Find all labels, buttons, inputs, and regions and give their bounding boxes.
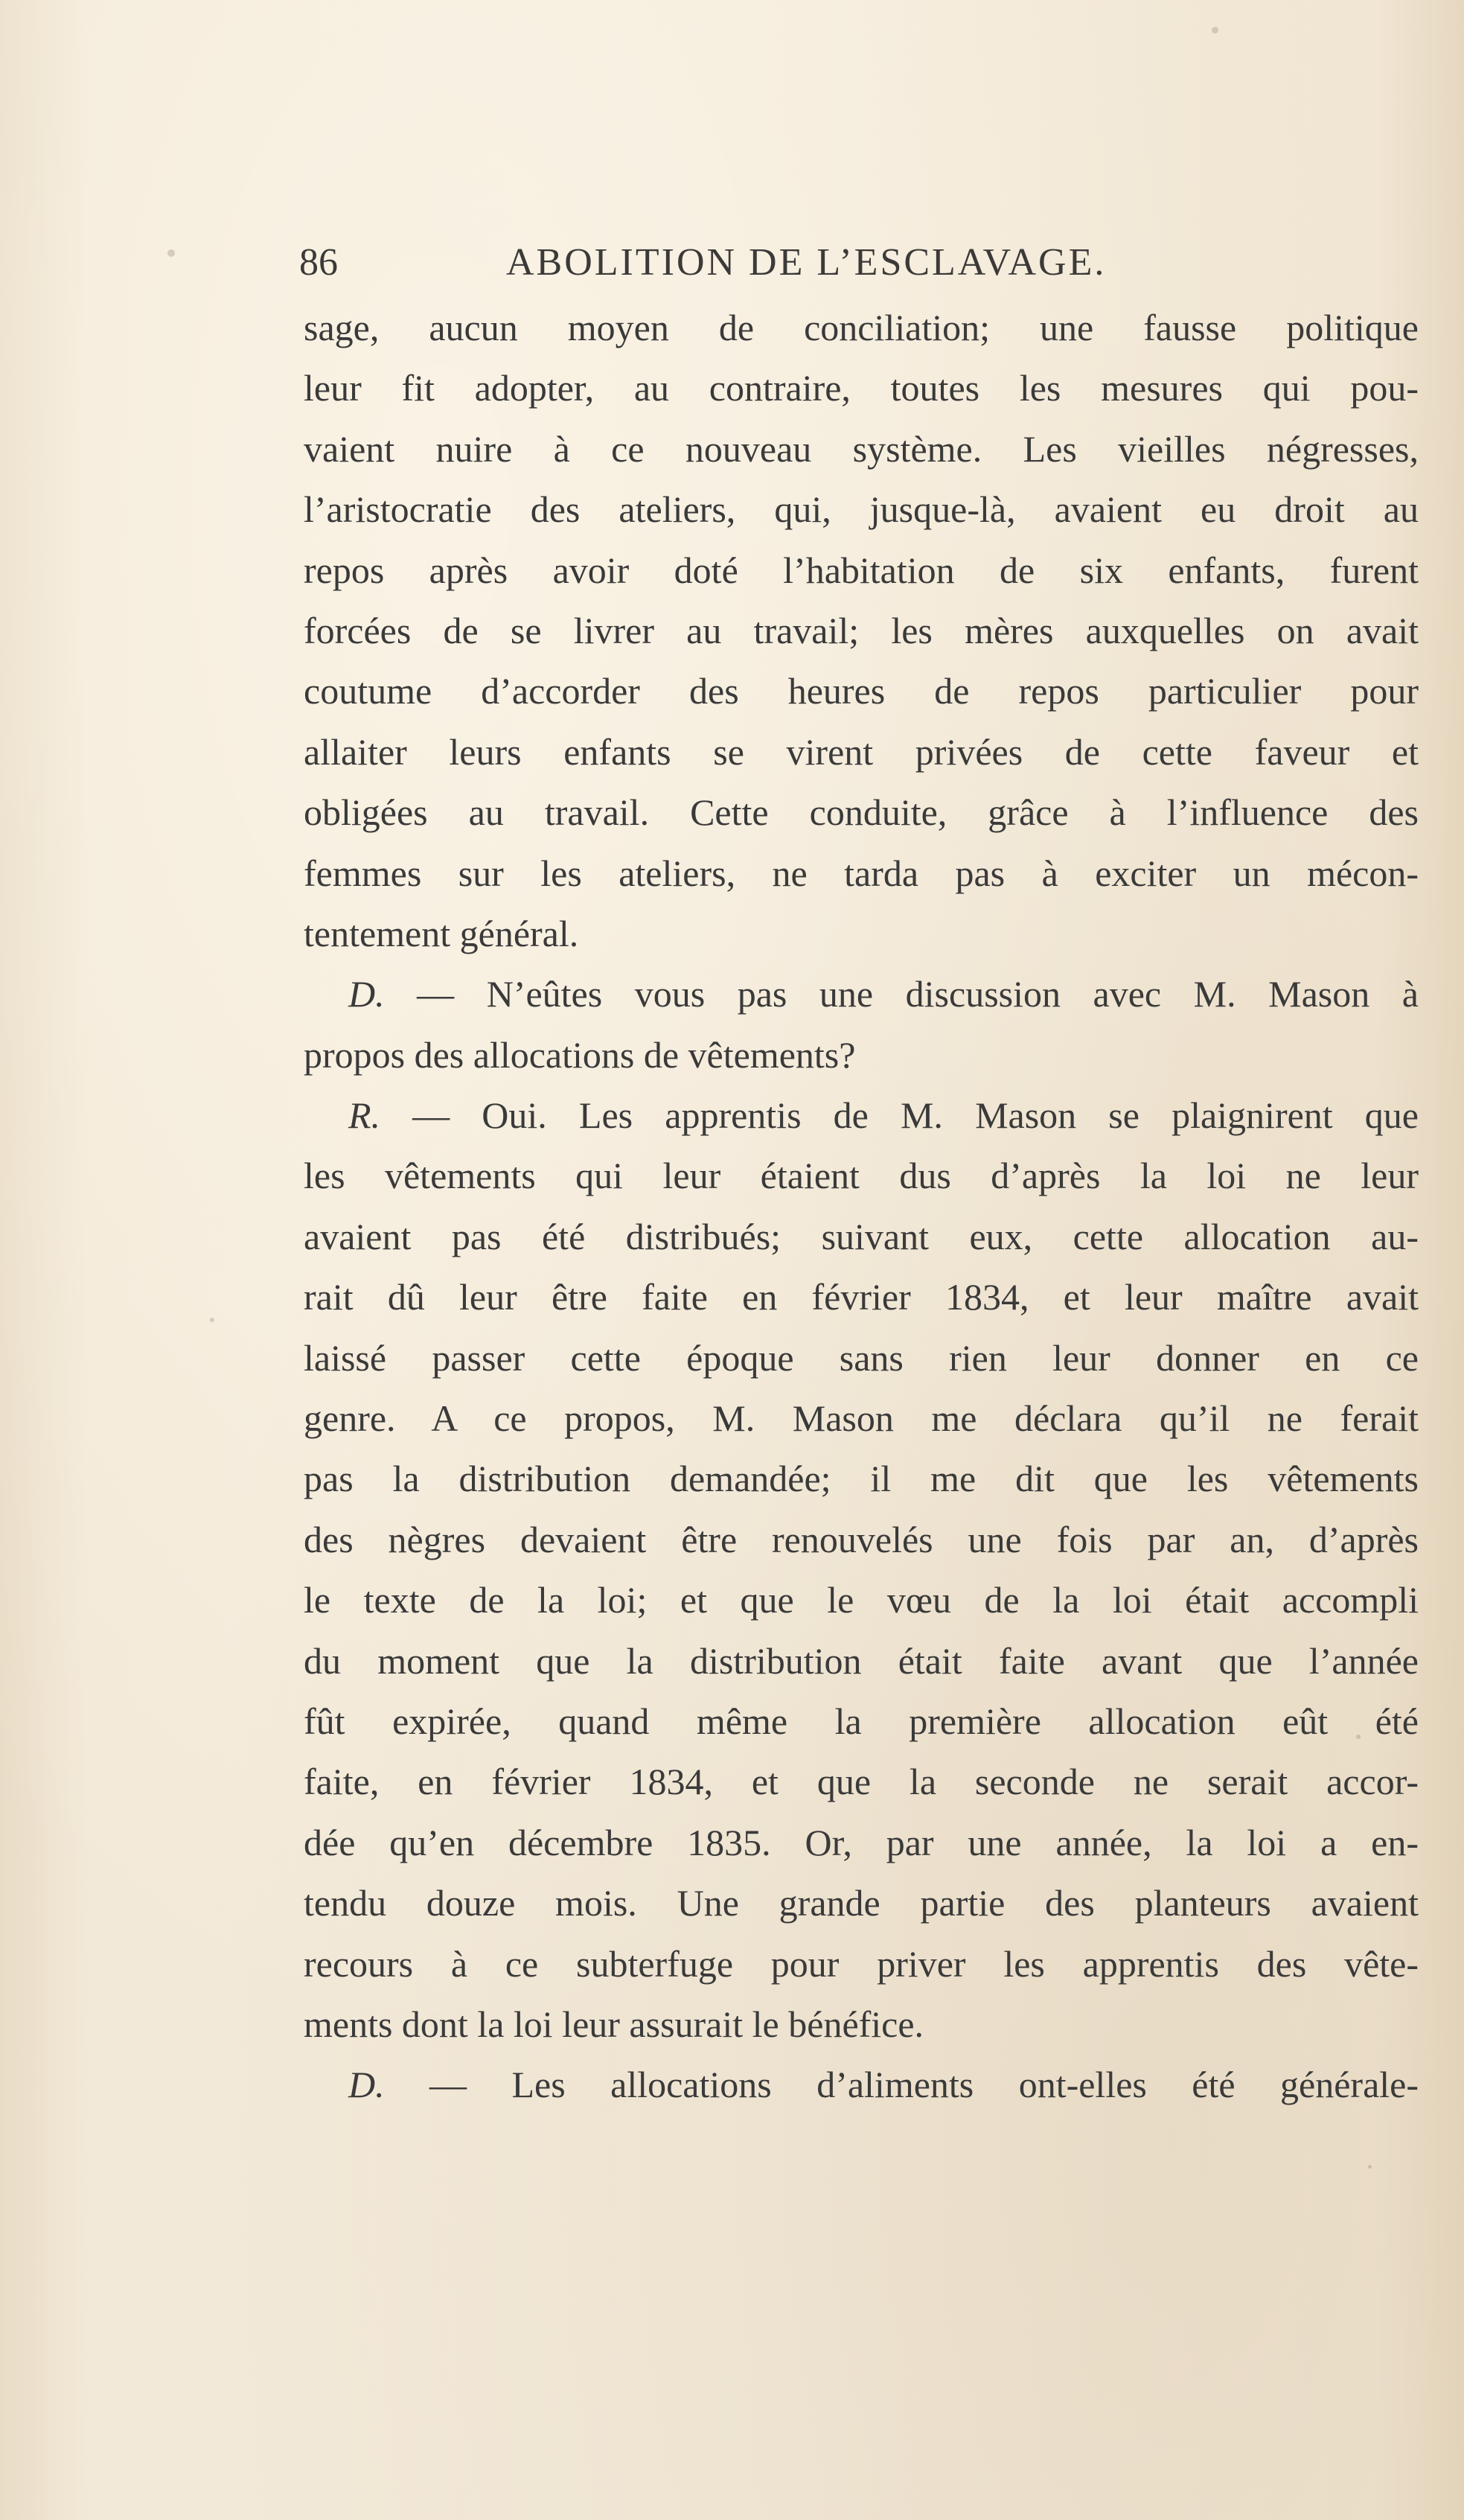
text-line: laissé passer cette époque sans rien leur donner en ce <box>304 1336 1419 1379</box>
page-number: 86 <box>299 241 338 284</box>
speaker-label: D. <box>348 2064 385 2106</box>
dialogue-text: — Les allocations d’aliments ont-elles été générale- <box>384 2064 1419 2106</box>
speaker-label: R. <box>348 1094 381 1137</box>
paper-speck <box>1212 27 1218 34</box>
text-line: propos des allocations de vêtements? <box>304 1033 856 1076</box>
text-line: femmes sur les ateliers, ne tarda pas à exciter un mécon- <box>304 852 1419 894</box>
text-line: fût expirée, quand même la première allocation eût été <box>304 1700 1419 1742</box>
text-line: pas la distribution demandée; il me dit que les vêtements <box>304 1458 1419 1500</box>
text-line: repos après avoir doté l’habitation de six enfants, furent <box>304 549 1419 591</box>
text-line: sage, aucun moyen de conciliation; une fausse politique <box>304 307 1419 348</box>
dialogue-text: — Oui. Les apprentis de M. Mason se plaignirent que <box>380 1094 1419 1137</box>
paper-speck <box>1368 2165 1372 2169</box>
text-line: dée qu’en décembre 1835. Or, par une année, la loi a en- <box>304 1821 1419 1863</box>
text-line: tentement général. <box>304 912 579 954</box>
text-line: l’aristocratie des ateliers, qui, jusque-là, avaient eu droit au <box>304 488 1419 531</box>
text-line: obligées au travail. Cette conduite, grâce à l’influence des <box>304 791 1419 834</box>
page-header <box>299 237 1207 289</box>
text-line: des nègres devaient être renouvelés une fois par an, d’après <box>304 1518 1419 1560</box>
body-text <box>304 298 1419 2116</box>
text-line <box>304 2055 1419 2115</box>
text-line <box>304 964 1419 1024</box>
speaker-label: D. <box>348 973 385 1015</box>
text-line: leur fit adopter, au contraire, toutes les mesures qui pou- <box>304 367 1419 409</box>
text-line: faite, en février 1834, et que la seconde ne serait accor- <box>304 1761 1419 1803</box>
text-line: avaient pas été distribués; suivant eux, cette allocation au- <box>304 1215 1419 1257</box>
text-line: allaiter leurs enfants se virent privées de cette faveur et <box>304 730 1419 773</box>
running-title: ABOLITION DE L’ESCLAVAGE. <box>506 241 1107 284</box>
text-line: recours à ce subterfuge pour priver les apprentis des vête- <box>304 1942 1419 1985</box>
paper-speck <box>210 1318 214 1322</box>
dialogue-text: — N’eûtes vous pas une discussion avec M. Mason à <box>384 973 1419 1015</box>
paper-speck <box>167 249 175 257</box>
text-line: genre. A ce propos, M. Mason me déclara qu’il ne ferait <box>304 1397 1419 1440</box>
text-line: ments dont la loi leur assurait le bénéfice. <box>304 2003 924 2045</box>
text-line: le texte de la loi; et que le vœu de la loi était accompli <box>304 1579 1419 1621</box>
text-line: forcées de se livrer au travail; les mères auxquelles on avait <box>304 609 1419 651</box>
text-line: les vêtements qui leur étaient dus d’après la loi ne leur <box>304 1155 1419 1197</box>
text-line: coutume d’accorder des heures de repos particulier pour <box>304 670 1419 712</box>
text-line <box>304 1085 1419 1146</box>
text-line: du moment que la distribution était faite avant que l’année <box>304 1639 1419 1682</box>
text-line: rait dû leur être faite en février 1834, et leur maître avait <box>304 1276 1419 1318</box>
text-line: vaient nuire à ce nouveau système. Les vieilles négresses, <box>304 427 1419 470</box>
text-line: tendu douze mois. Une grande partie des planteurs avaient <box>304 1882 1419 1924</box>
